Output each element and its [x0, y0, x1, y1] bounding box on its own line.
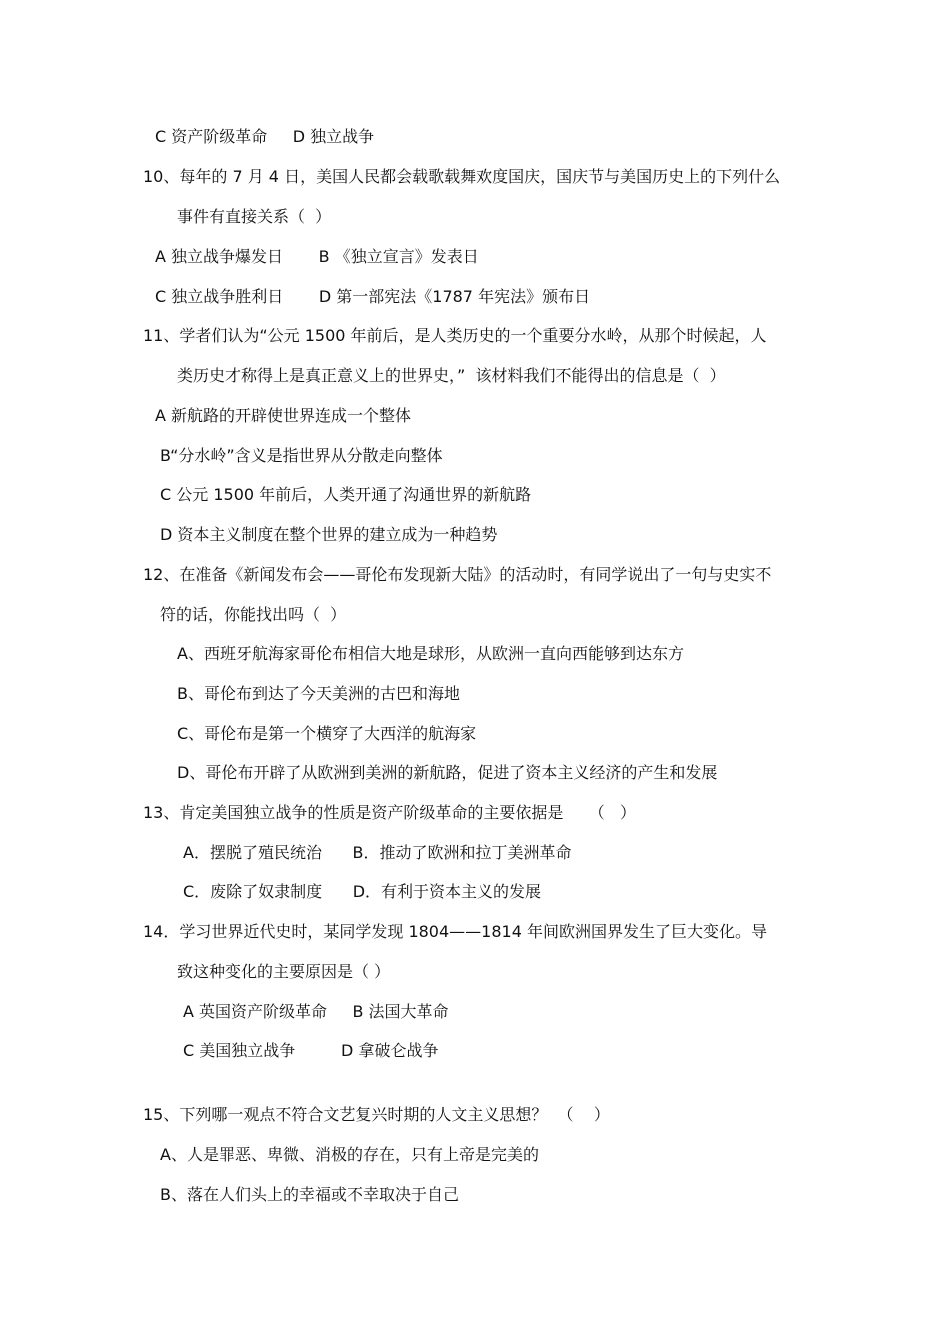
- q15-stem-line1: 15、下列哪一观点不符合文艺复兴时期的人文主义思想？ （ ）: [143, 1105, 610, 1124]
- q12-option-a: A、西班牙航海家哥伦布相信大地是球形，从欧洲一直向西能够到达东方: [177, 644, 684, 663]
- q13-stem-line1: 13、肯定美国独立战争的性质是资产阶级革命的主要依据是 （ ）: [143, 803, 637, 822]
- q14-options-cd: C 美国独立战争 D 拿破仑战争: [183, 1041, 439, 1060]
- q11-option-b: B“分水岭”含义是指世界从分散走向整体: [160, 446, 443, 465]
- q12-option-d: D、哥伦布开辟了从欧洲到美洲的新航路，促进了资本主义经济的产生和发展: [177, 763, 718, 782]
- q11-option-c: C 公元 1500 年前后，人类开通了沟通世界的新航路: [160, 485, 532, 504]
- q12-option-c: C、哥伦布是第一个横穿了大西洋的航海家: [177, 724, 477, 743]
- q10-stem-line2: 事件有直接关系（ ）: [177, 207, 332, 226]
- q13-options-cd: C．废除了奴隶制度 D．有利于资本主义的发展: [183, 882, 542, 901]
- q11-stem-line1: 11、学者们认为“公元 1500 年前后，是人类历史的一个重要分水岭，从那个时候起，人: [143, 326, 767, 345]
- q15-option-b: B、落在人们头上的幸福或不幸取决于自己: [160, 1185, 459, 1204]
- q13-options-ab: A．摆脱了殖民统治 B．推动了欧洲和拉丁美洲革命: [183, 843, 572, 862]
- q11-stem-line2: 类历史才称得上是真正意义上的世界史，” 该材料我们不能得出的信息是（ ）: [177, 366, 726, 385]
- q12-option-b: B、哥伦布到达了今天美洲的古巴和海地: [177, 684, 460, 703]
- q14-stem-line1: 14．学习世界近代史时，某同学发现 1804——1814 年间欧洲国界发生了巨大变化。导: [143, 922, 767, 941]
- q12-stem-line1: 12、在准备《新闻发布会——哥伦布发现新大陆》的活动时，有同学说出了一句与史实不: [143, 565, 772, 584]
- q12-stem-line2: 符的话，你能找出吗（ ）: [160, 605, 347, 624]
- q15-option-a: A、人是罪恶、卑微、消极的存在，只有上帝是完美的: [160, 1145, 539, 1164]
- q10-stem-line1: 10、每年的 7 月 4 日，美国人民都会载歌载舞欢度国庆，国庆节与美国历史上的下列什么: [143, 167, 781, 186]
- q11-option-a: A 新航路的开辟使世界连成一个整体: [155, 406, 412, 425]
- q14-stem-line2: 致这种变化的主要原因是（ ）: [177, 962, 391, 981]
- q10-options-cd: C 独立战争胜利日 D 第一部宪法《1787 年宪法》颁布日: [155, 287, 591, 306]
- q14-options-ab: A 英国资产阶级革命 B 法国大革命: [183, 1002, 449, 1021]
- q9-options-cd: C 资产阶级革命 D 独立战争: [155, 127, 375, 146]
- q10-options-ab: A 独立战争爆发日 B 《独立宣言》发表日: [155, 247, 479, 266]
- q11-option-d: D 资本主义制度在整个世界的建立成为一种趋势: [160, 525, 498, 544]
